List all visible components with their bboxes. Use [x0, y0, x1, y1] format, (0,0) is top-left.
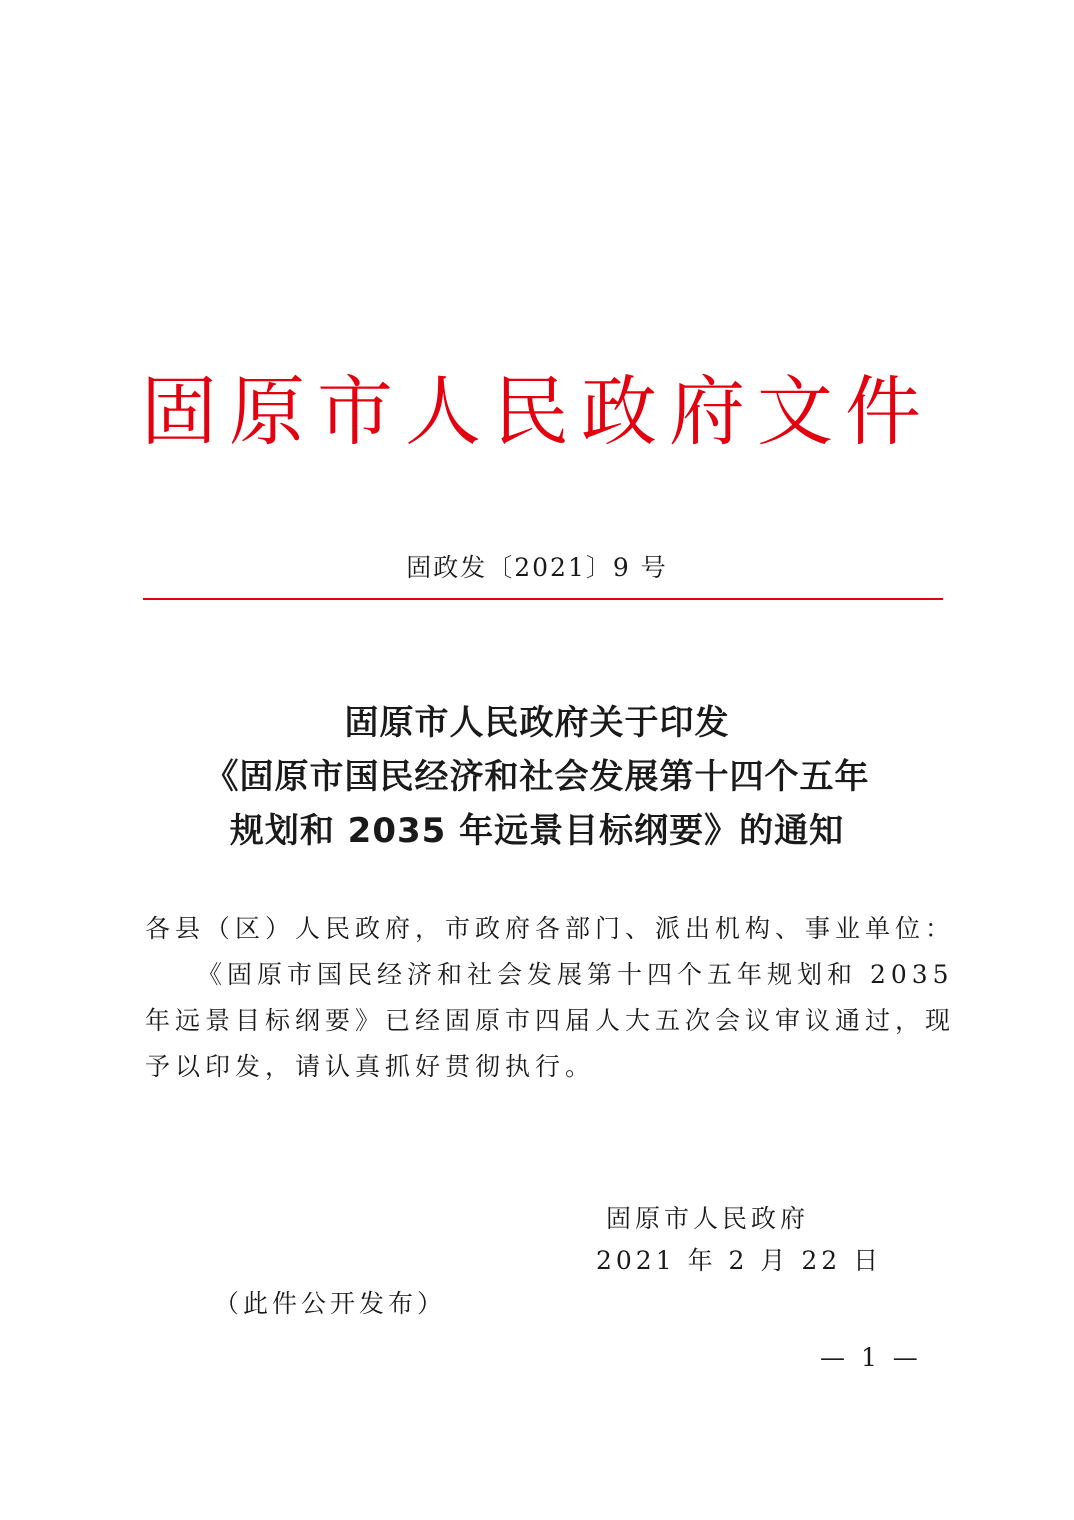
notice-title-line-1: 固原市人民政府关于印发 — [344, 703, 730, 743]
document-number: 固政发〔2021〕9 号 — [406, 553, 668, 582]
page-number: — 1 — — [820, 1343, 922, 1372]
body-paragraph-line-3: 予以印发，请认真抓好贯彻执行。 — [145, 1052, 596, 1081]
notice-title-line-3: 规划和 2035 年远景目标纲要》的通知 — [229, 811, 845, 851]
public-release-note: （此件公开发布） — [214, 1289, 447, 1318]
red-divider-line — [143, 598, 943, 600]
notice-title — [0, 696, 1074, 858]
notice-body — [145, 906, 956, 1090]
issue-date: 2021 年 2 月 22 日 — [596, 1246, 883, 1275]
body-paragraph-line-1: 《固原市国民经济和社会发展第十四个五年规划和 2035 — [197, 960, 954, 989]
issuing-organization: 固原市人民政府 — [606, 1204, 810, 1233]
body-paragraph-line-2: 年远景目标纲要》已经固原市四届人大五次会议审议通过，现 — [145, 1006, 956, 1035]
notice-title-line-2: 《固原市国民经济和社会发展第十四个五年 — [204, 757, 870, 797]
document-header-title: 固原市人民政府文件 — [141, 367, 933, 456]
signature-block — [596, 1198, 882, 1282]
addressee-line: 各县（区）人民政府，市政府各部门、派出机构、事业单位： — [145, 914, 956, 943]
